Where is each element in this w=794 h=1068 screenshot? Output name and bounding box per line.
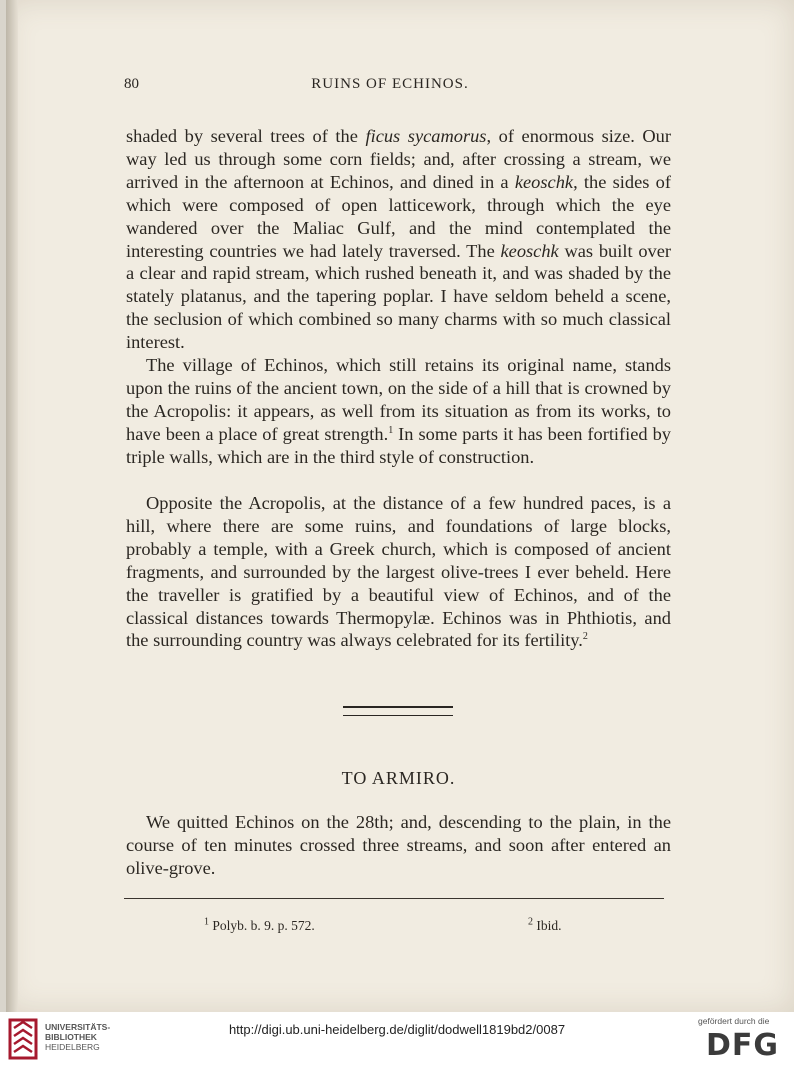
footnote-1: $^1$ Polyb. b. 9. p. 572. xyxy=(204,916,315,933)
page-number: 80 xyxy=(124,76,139,92)
paragraph-4: We quitted Echinos on the 28th; and, descending to the plain, in the course of ten minutes crossed three streams, and soon after entered an olive-grove. xyxy=(126,812,671,878)
paragraph-3: Opposite the Acropolis, at the distance of a few hundred paces, is a hill, where there are some ruins, and foundations of large blocks, probably a temple, with a Greek church, which is composed of ancient fragments, and surrounded by the largest olive-trees I ever beheld. Here the traveller is gratified by a beautiful view of Echinos, and of the classical distances towards Thermopylæ. Echinos was in Phthiotis, and the surrounding country was always celebrated for its fertility.$^2$ xyxy=(126,493,671,651)
page-gutter xyxy=(6,0,18,1012)
running-title: RUINS OF ECHINOS. xyxy=(311,76,469,92)
footnote-ref-2[interactable]: 2 xyxy=(582,631,588,643)
footnote-ref-1[interactable]: 1 xyxy=(388,424,394,436)
footnote-2: $^2$ Ibid. xyxy=(528,916,562,933)
section-divider xyxy=(343,706,453,716)
library-name: UNIVERSITÄTS- BIBLIOTHEK HEIDELBERG xyxy=(45,1022,111,1052)
funded-by-caption: gefördert durch die xyxy=(698,1016,770,1026)
paragraph-2: The village of Echinos, which still retains its original name, stands upon the ruins of the ancient town, on the side of a hill that is crowned by the Acropolis: it appears, as well from its situation as from its works, to have been a place of great strength.$^1$ In some parts it has been fortified by triple walls, which are in the third style of construction. xyxy=(126,355,671,467)
dfg-logo[interactable]: DFG xyxy=(706,1028,780,1063)
section-title: TO ARMIRO. xyxy=(341,768,456,788)
viewer-footer xyxy=(0,1012,794,1068)
running-head xyxy=(120,76,660,96)
permalink-url[interactable]: http://digi.ub.uni-heidelberg.de/diglit/dodwell1819bd2/0087 xyxy=(228,1022,566,1037)
paragraph-1: shaded by several trees of the ficus sycamorus, of enormous size. Our way led us through some corn fields; and, after crossing a stream, we arrived in the afternoon at Echinos, and dined in a keoschk, the sides of which were composed of open latticework, through which the eye wandered over the Maliac Gulf, and the mind contemplated the interesting countries we had lately traversed. The keoschk was built over a clear and rapid stream, which rushed beneath it, and was shaded by the stately platanus, and the tapering poplar. I have seldom beheld a scene, the seclusion of which combined so many charms with so much classical interest. xyxy=(126,126,671,353)
footnote-rule xyxy=(124,898,664,899)
